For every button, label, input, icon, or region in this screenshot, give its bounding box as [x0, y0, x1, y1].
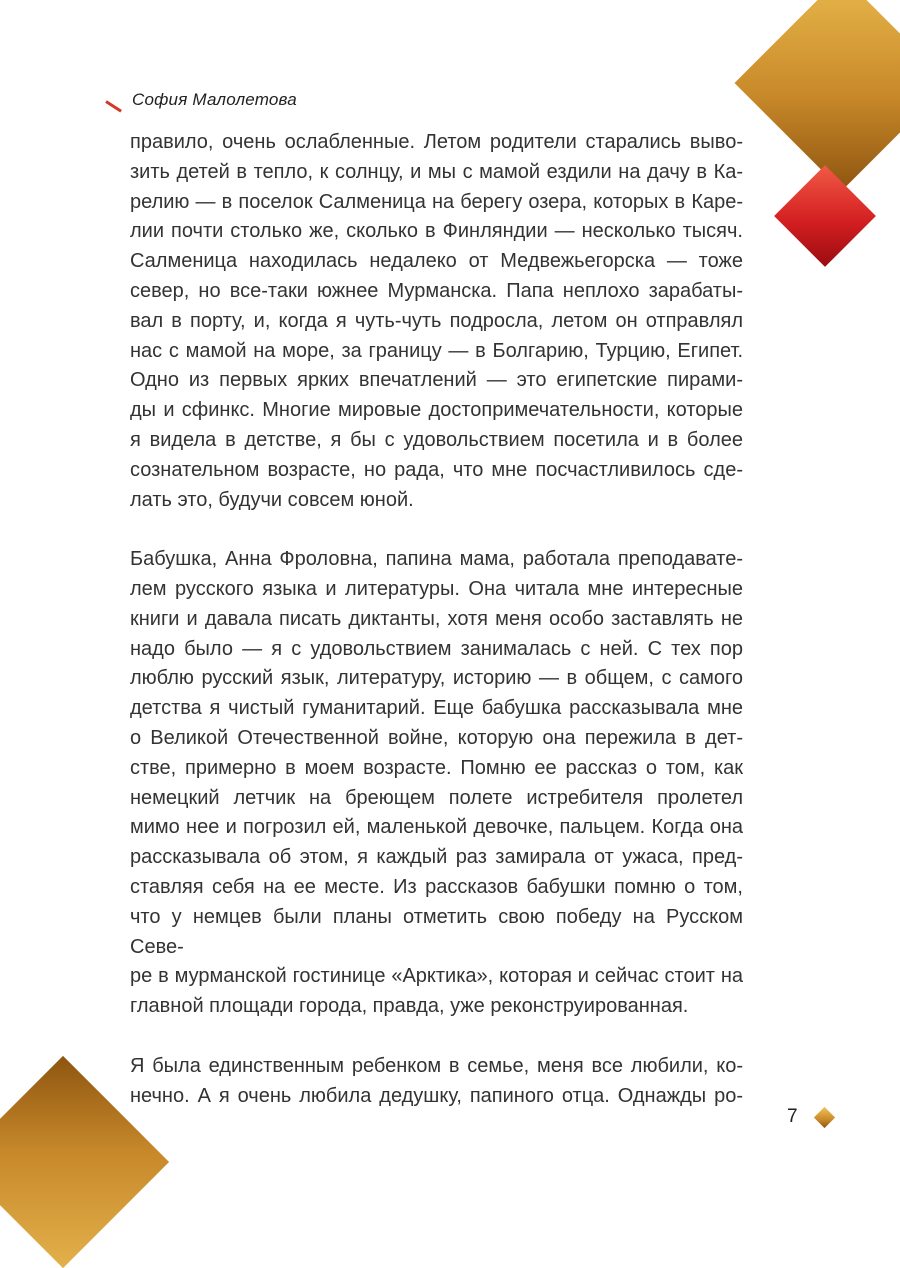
paragraph-2: [130, 545, 743, 1022]
text-line: ре в мурманской гостинице «Арктика», которая и сейчас стоит на: [130, 965, 743, 988]
paragraph-1: [130, 128, 743, 515]
text-line: релию — в поселок Салменица на берегу озера, которых в Каре-: [130, 190, 743, 213]
text-line: люблю русский язык, литературу, историю — в общем, с самого: [130, 667, 743, 690]
text-line: Салменица находилась недалеко от Медвежьегорска — тоже: [130, 250, 743, 273]
text-line: надо было — я с удовольствием занималась с ней. С тех пор: [130, 637, 743, 660]
text-line: мимо нее и погрозил ей, маленькой девочке, пальцем. Когда она: [130, 816, 743, 839]
decorative-red-diamond: [774, 165, 876, 267]
text-line: книги и давала писать диктанты, хотя меня особо заставлять не: [130, 607, 743, 630]
text-line: нечно. А я очень любила дедушку, папиного отца. Однажды ро-: [130, 1084, 743, 1107]
text-line: стве, примерно в моем возрасте. Помню ее рассказ о том, как: [130, 756, 743, 779]
body-text: [130, 128, 743, 1111]
text-line: вал в порту, и, когда я чуть-чуть подросла, летом он отправлял: [130, 309, 743, 332]
text-line: я видела в детстве, я бы с удовольствием посетила и в более: [130, 428, 743, 451]
running-head-author: София Малолетова: [132, 90, 297, 109]
text-line: север, но все-таки южнее Мурманска. Папа неплохо зарабаты-: [130, 279, 743, 302]
paragraph-3: [130, 1052, 743, 1112]
page-number-diamond-icon: [814, 1107, 835, 1128]
header-accent-mark: [105, 100, 122, 112]
text-line: ставляя себя на ее месте. Из рассказов бабушки помню о том,: [130, 875, 743, 898]
text-line: Я была единственным ребенком в семье, меня все любили, ко-: [130, 1054, 743, 1077]
text-line: что у немцев были планы отметить свою победу на Русском Севе-: [130, 905, 743, 958]
text-line: ды и сфинкс. Многие мировые достопримечательности, которые: [130, 399, 743, 422]
decorative-gold-diamond-top: [735, 0, 900, 190]
text-line: Бабушка, Анна Фроловна, папина мама, работала преподавате-: [130, 548, 743, 571]
page-number: 7: [787, 1106, 798, 1127]
text-line: лем русского языка и литературы. Она читала мне интересные: [130, 577, 743, 600]
text-line: Одно из первых ярких впечатлений — это египетские пирами-: [130, 369, 743, 392]
text-line: о Великой Отечественной войне, которую она пережила в дет-: [130, 726, 743, 749]
text-line: зить детей в тепло, к солнцу, и мы с мамой ездили на дачу в Ка-: [130, 160, 743, 183]
text-line: рассказывала об этом, я каждый раз замирала от ужаса, пред-: [130, 846, 743, 869]
text-line: главной площади города, правда, уже реконструированная.: [130, 995, 689, 1018]
text-line: сознательном возрасте, но рада, что мне посчастливилось сде-: [130, 458, 743, 481]
text-line: детства я чистый гуманитарий. Еще бабушка рассказывала мне: [130, 697, 743, 720]
text-line: правило, очень ослабленные. Летом родители старались выво-: [130, 131, 743, 153]
text-line: немецкий летчик на бреющем полете истребителя пролетел: [130, 786, 743, 809]
text-line: лать это, будучи совсем юной.: [130, 488, 414, 511]
text-line: лии почти столько же, сколько в Финляндии — несколько тысяч.: [130, 220, 743, 243]
text-line: нас с мамой на море, за границу — в Болгарию, Турцию, Египет.: [130, 339, 743, 362]
